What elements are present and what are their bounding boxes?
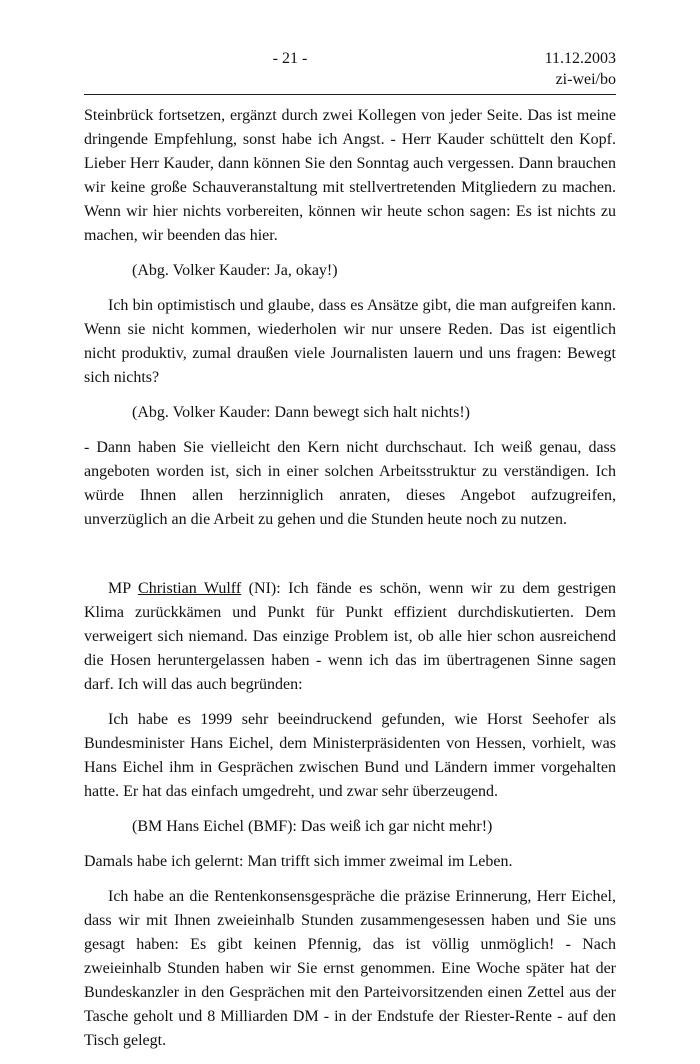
document-reference: zi-wei/bo — [555, 71, 616, 88]
paragraph-2: Ich bin optimistisch und glaube, dass es Ansätze gibt, die man aufgreifen kann. Wenn sie nicht kommen, wiederholen wir nur unsere Reden. Das ist eigentlich nicht produktiv, zumal draußen viele Journalisten lauern und uns fragen: Bewegt sich nichts? — [84, 297, 616, 386]
paragraph-7: Ich habe an die Rentenkonsensgespräche die präzise Erinnerung, Herr Eichel, dass wir mit Ihnen zweieinhalb Stunden zusammengesessen haben und Sie uns gesagt haben: Es gibt keinen Pfennig, das ist völlig unmöglich! - Nach zweieinhalb Stunden haben wir Sie ernst genommen. Eine Woche später hat der Bundeskanzler in den Gesprächen mit den Parteivorsitzenden einen Zettel aus der Tasche geholt und 8 Milliarden DM - in der Endstufe der Riester-Rente - auf den Tisch gelegt. — [84, 888, 616, 1049]
interjection-kauder-1: (Abg. Volker Kauder: Ja, okay!) — [132, 262, 338, 279]
header-divider — [84, 94, 616, 95]
interjection-eichel: (BM Hans Eichel (BMF): Das weiß ich gar nicht mehr!) — [132, 818, 493, 835]
paragraph-5: Ich habe es 1999 sehr beeindruckend gefunden, wie Horst Seehofer als Bundesminister Hans Eichel, dem Ministerpräsidenten von Hessen, vorhielt, was Hans Eichel ihm in Gesprächen zwischen Bund und Ländern immer vorgehalten hatte. Er hat das einfach umgedreht, und zwar sehr überzeugend. — [84, 711, 616, 800]
paragraph-1: Steinbrück fortsetzen, ergänzt durch zwei Kollegen von jeder Seite. Das ist meine dringende Empfehlung, sonst habe ich Angst. - Herr Kauder schüttelt den Kopf. Lieber Herr Kauder, dann können Sie den Sonntag auch vergessen. Dann brauchen wir keine große Schauveranstaltung mit stellvertretenden Mitgliedern zu machen. Wenn wir hier nichts vorbereiten, können wir heute schon sagen: Es ist nichts zu machen, wir beenden das hier. — [84, 107, 616, 244]
speaker-name: Christian Wulff — [138, 580, 242, 597]
document-date: 11.12.2003 — [544, 50, 616, 67]
section-spacer — [84, 543, 616, 577]
paragraph-6: Damals habe ich gelernt: Man trifft sich immer zweimal im Leben. — [84, 853, 513, 870]
paragraph-wulff-intro — [84, 577, 616, 697]
page-number: - 21 - — [272, 50, 308, 67]
document-body — [84, 104, 616, 1064]
speaker-statement: (NI): Ich fände es schön, wenn wir zu dem gestrigen Klima zurückkämen und Punkt für Punkt effizient durchdiskutierten. Dem verweigert sich niemand. Das einzige Problem ist, ob alle hier schon ausreichend die Hosen heruntergelassen haben - wenn ich das im übertragenen Sinne sagen darf. Ich will das auch begründen: — [84, 580, 617, 693]
interjection-kauder-2: (Abg. Volker Kauder: Dann bewegt sich halt nichts!) — [132, 404, 470, 421]
speaker-title: MP — [108, 580, 139, 597]
paragraph-3: - Dann haben Sie vielleicht den Kern nicht durchschaut. Ich weiß genau, dass angeboten worden ist, sich in einer solchen Arbeitsstruktur zu verständigen. Ich würde Ihnen allen herzinniglich anraten, dieses Angebot aufzugreifen, unverzüglich an die Arbeit zu gehen und die Stunden heute noch zu nutzen. — [84, 439, 616, 528]
